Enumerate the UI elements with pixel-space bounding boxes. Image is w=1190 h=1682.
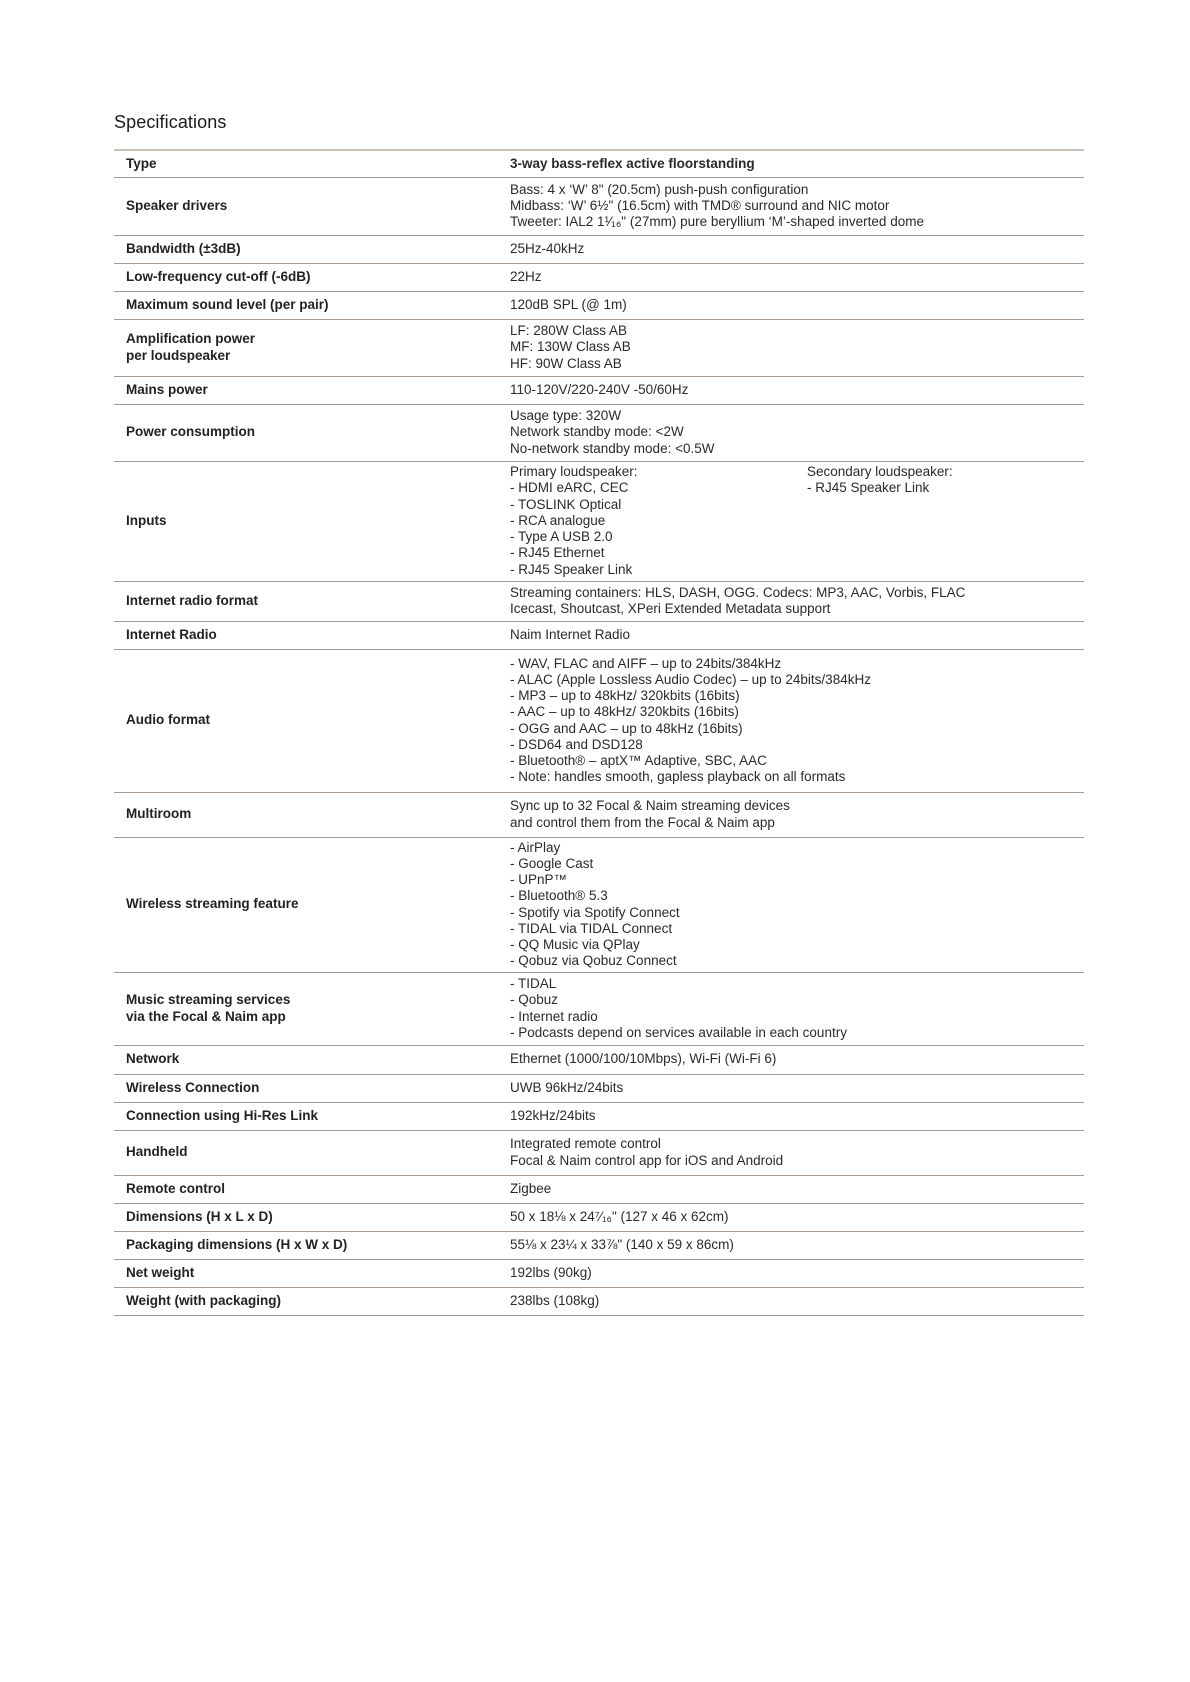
spec-value [510,461,1084,581]
spec-label [114,1259,510,1287]
spec-value-line: - TOSLINK Optical [510,496,622,512]
primary-loudspeaker-column [510,464,807,577]
spec-value-line: - Podcasts depend on services available in each country [510,1024,847,1040]
spec-value [510,291,1084,319]
spec-label-line: Multiroom [126,806,192,822]
spec-label-line: Amplification power [126,331,256,347]
spec-value-line: Primary loudspeaker: [510,464,638,480]
spec-value-columns [510,464,1084,577]
spec-row [114,1102,1084,1130]
spec-label-line: Handheld [126,1144,188,1160]
spec-label-line: Dimensions (H x L x D) [126,1208,273,1224]
spec-value [510,1175,1084,1203]
spec-row [114,837,1084,972]
spec-label-line: Mains power [126,381,208,397]
spec-label [114,404,510,461]
spec-value-line: Usage type: 320W [510,408,622,424]
spec-label-line: Remote control [126,1180,226,1196]
spec-value-line: and control them from the Focal & Naim app [510,814,775,830]
spec-value-line: UWB 96kHz/24bits [510,1079,624,1095]
spec-value-line: - Bluetooth® – aptX™ Adaptive, SBC, AAC [510,752,767,768]
spec-value [510,972,1084,1045]
spec-row [114,263,1084,291]
spec-value [510,837,1084,972]
spec-label-line: Type [126,155,157,171]
spec-value-line: Streaming containers: HLS, DASH, OGG. Codecs: MP3, AAC, Vorbis, FLAC [510,584,966,600]
specifications-table-body [114,150,1084,1315]
spec-value [510,1074,1084,1102]
spec-label-line: Wireless streaming feature [126,896,299,912]
spec-value-line: - OGG and AAC – up to 48kHz (16bits) [510,720,743,736]
spec-row [114,1287,1084,1315]
spec-value-line: - Note: handles smooth, gapless playback on all formats [510,769,846,785]
spec-label [114,1074,510,1102]
spec-row [114,792,1084,837]
spec-value-line: Midbass: ‘W’ 6½" (16.5cm) with TMD® surround and NIC motor [510,197,890,213]
spec-value [510,1102,1084,1130]
spec-label [114,649,510,792]
spec-label-line: per loudspeaker [126,347,231,363]
spec-value [510,1045,1084,1074]
spec-label-line: Network [126,1051,180,1067]
spec-label [114,1203,510,1231]
spec-value-line: - WAV, FLAC and AIFF – up to 24bits/384kHz [510,655,782,671]
spec-label-line: Packaging dimensions (H x W x D) [126,1236,348,1252]
spec-label-line: Connection using Hi-Res Link [126,1107,319,1123]
spec-label-line: Power consumption [126,424,256,440]
spec-value-line: Icecast, Shoutcast, XPeri Extended Metadata support [510,601,831,616]
spec-value [510,1203,1084,1231]
spec-value [510,581,1084,621]
spec-label-line: Maximum sound level (per pair) [126,296,329,312]
spec-value-line: LF: 280W Class AB [510,323,628,339]
spec-value-line: - DSD64 and DSD128 [510,736,643,752]
spec-label [114,177,510,235]
spec-value-line: - Internet radio [510,1008,598,1024]
spec-value-line: Zigbee [510,1180,552,1196]
spec-label [114,581,510,621]
spec-value-line: - Qobuz [510,992,559,1008]
spec-value-line: - Qobuz via Qobuz Connect [510,953,677,969]
spec-value-line: Bass: 4 x ‘W’ 8" (20.5cm) push-push configuration [510,181,809,197]
spec-value-line: 55⅛ x 23¼ x 33⅞" (140 x 59 x 86cm) [510,1236,734,1252]
spec-row [114,1130,1084,1175]
spec-value-line: Secondary loudspeaker: [807,464,953,480]
spec-value [510,404,1084,461]
spec-value-line: 238lbs (108kg) [510,1292,600,1308]
spec-value-line: 50 x 18⅛ x 24⁷⁄₁₆" (127 x 46 x 62cm) [510,1208,729,1224]
secondary-loudspeaker-column [807,464,953,577]
spec-label [114,263,510,291]
spec-label-line: Low-frequency cut-off (-6dB) [126,268,311,284]
spec-label [114,792,510,837]
spec-value-line: - RJ45 Speaker Link [807,480,930,496]
spec-row [114,376,1084,404]
spec-row [114,1203,1084,1231]
spec-row [114,461,1084,581]
spec-value [510,1287,1084,1315]
spec-value-line: - RCA analogue [510,512,606,528]
spec-label-line: Music streaming services [126,992,291,1008]
spec-value [510,1130,1084,1175]
spec-row [114,1074,1084,1102]
spec-value-line: Naim Internet Radio [510,626,631,642]
spec-row [114,235,1084,263]
spec-label-line: Internet Radio [126,626,217,642]
spec-value-line: - ALAC (Apple Lossless Audio Codec) – up to 24bits/384kHz [510,671,871,687]
spec-sheet [114,110,1084,1316]
spec-row [114,1175,1084,1203]
spec-value [510,376,1084,404]
spec-label-line: Inputs [126,512,167,528]
spec-value-line: - AirPlay [510,839,561,855]
spec-value-line: Network standby mode: <2W [510,424,684,440]
spec-label [114,1045,510,1074]
spec-value-line: - TIDAL [510,976,557,992]
spec-row [114,972,1084,1045]
spec-label [114,235,510,263]
spec-row [114,319,1084,376]
page-title: Specifications [114,112,227,132]
spec-value-line: Focal & Naim control app for iOS and Android [510,1152,784,1168]
spec-value [510,792,1084,837]
spec-row [114,649,1084,792]
spec-value-line: Ethernet (1000/100/10Mbps), Wi-Fi (Wi-Fi 6) [510,1051,777,1067]
spec-value-line: - TIDAL via TIDAL Connect [510,920,673,936]
spec-value-line: - QQ Music via QPlay [510,936,640,952]
spec-row [114,581,1084,621]
spec-row [114,1231,1084,1259]
spec-value-line: 3-way bass-reflex active floorstanding [510,155,755,171]
spec-label-line: Speaker drivers [126,197,228,213]
spec-label [114,1130,510,1175]
spec-value [510,621,1084,649]
spec-value [510,177,1084,235]
spec-value-line: 25Hz-40kHz [510,240,585,256]
spec-label-line: Net weight [126,1264,195,1280]
spec-value-line: - Google Cast [510,855,594,871]
spec-value-line: - MP3 – up to 48kHz/ 320kbits (16bits) [510,688,740,704]
spec-value-line: - AAC – up to 48kHz/ 320kbits (16bits) [510,704,739,720]
spec-label [114,972,510,1045]
spec-label [114,621,510,649]
spec-value [510,235,1084,263]
spec-value-line: No-network standby mode: <0.5W [510,440,715,456]
spec-value-line: Sync up to 32 Focal & Naim streaming devices [510,798,790,814]
spec-value-line: MF: 130W Class AB [510,339,631,355]
spec-value-line: 120dB SPL (@ 1m) [510,296,627,312]
spec-row [114,150,1084,177]
spec-label [114,1231,510,1259]
spec-row [114,1045,1084,1074]
spec-value-line: HF: 90W Class AB [510,355,622,371]
spec-row [114,1259,1084,1287]
spec-label [114,1102,510,1130]
spec-label-line: Internet radio format [126,592,259,608]
spec-label [114,150,510,177]
spec-row [114,177,1084,235]
spec-value-line: - Spotify via Spotify Connect [510,904,680,920]
spec-value [510,649,1084,792]
specifications-table [114,149,1084,1316]
spec-label-line: Audio format [126,712,210,728]
spec-label-line: via the Focal & Naim app [126,1008,286,1024]
spec-row [114,291,1084,319]
spec-value [510,150,1084,177]
spec-row [114,404,1084,461]
spec-value-line: - HDMI eARC, CEC [510,480,629,496]
spec-value [510,319,1084,376]
spec-value-line: 192lbs (90kg) [510,1264,592,1280]
spec-label [114,319,510,376]
spec-value-line: Tweeter: IAL2 1¹⁄₁₆" (27mm) pure beryllium ‘M’-shaped inverted dome [510,214,924,230]
spec-value-line: - RJ45 Speaker Link [510,561,633,577]
spec-label [114,837,510,972]
spec-value-line: 110-120V/220-240V -50/60Hz [510,381,689,397]
spec-value-line: 192kHz/24bits [510,1107,596,1123]
spec-value-line: - UPnP™ [510,872,568,888]
spec-label [114,291,510,319]
spec-value-line: 22Hz [510,268,542,284]
spec-label-line: Wireless Connection [126,1079,260,1095]
spec-row [114,621,1084,649]
spec-value-line: Integrated remote control [510,1136,661,1152]
spec-label-line: Bandwidth (±3dB) [126,240,241,256]
spec-label-line: Weight (with packaging) [126,1292,281,1308]
spec-value-line: - Bluetooth® 5.3 [510,888,608,904]
spec-value [510,1259,1084,1287]
spec-label [114,1287,510,1315]
spec-value-line: - Type A USB 2.0 [510,529,613,545]
spec-value [510,1231,1084,1259]
spec-label [114,376,510,404]
spec-label [114,461,510,581]
spec-label [114,1175,510,1203]
spec-value-line: - RJ45 Ethernet [510,545,605,561]
spec-value [510,263,1084,291]
